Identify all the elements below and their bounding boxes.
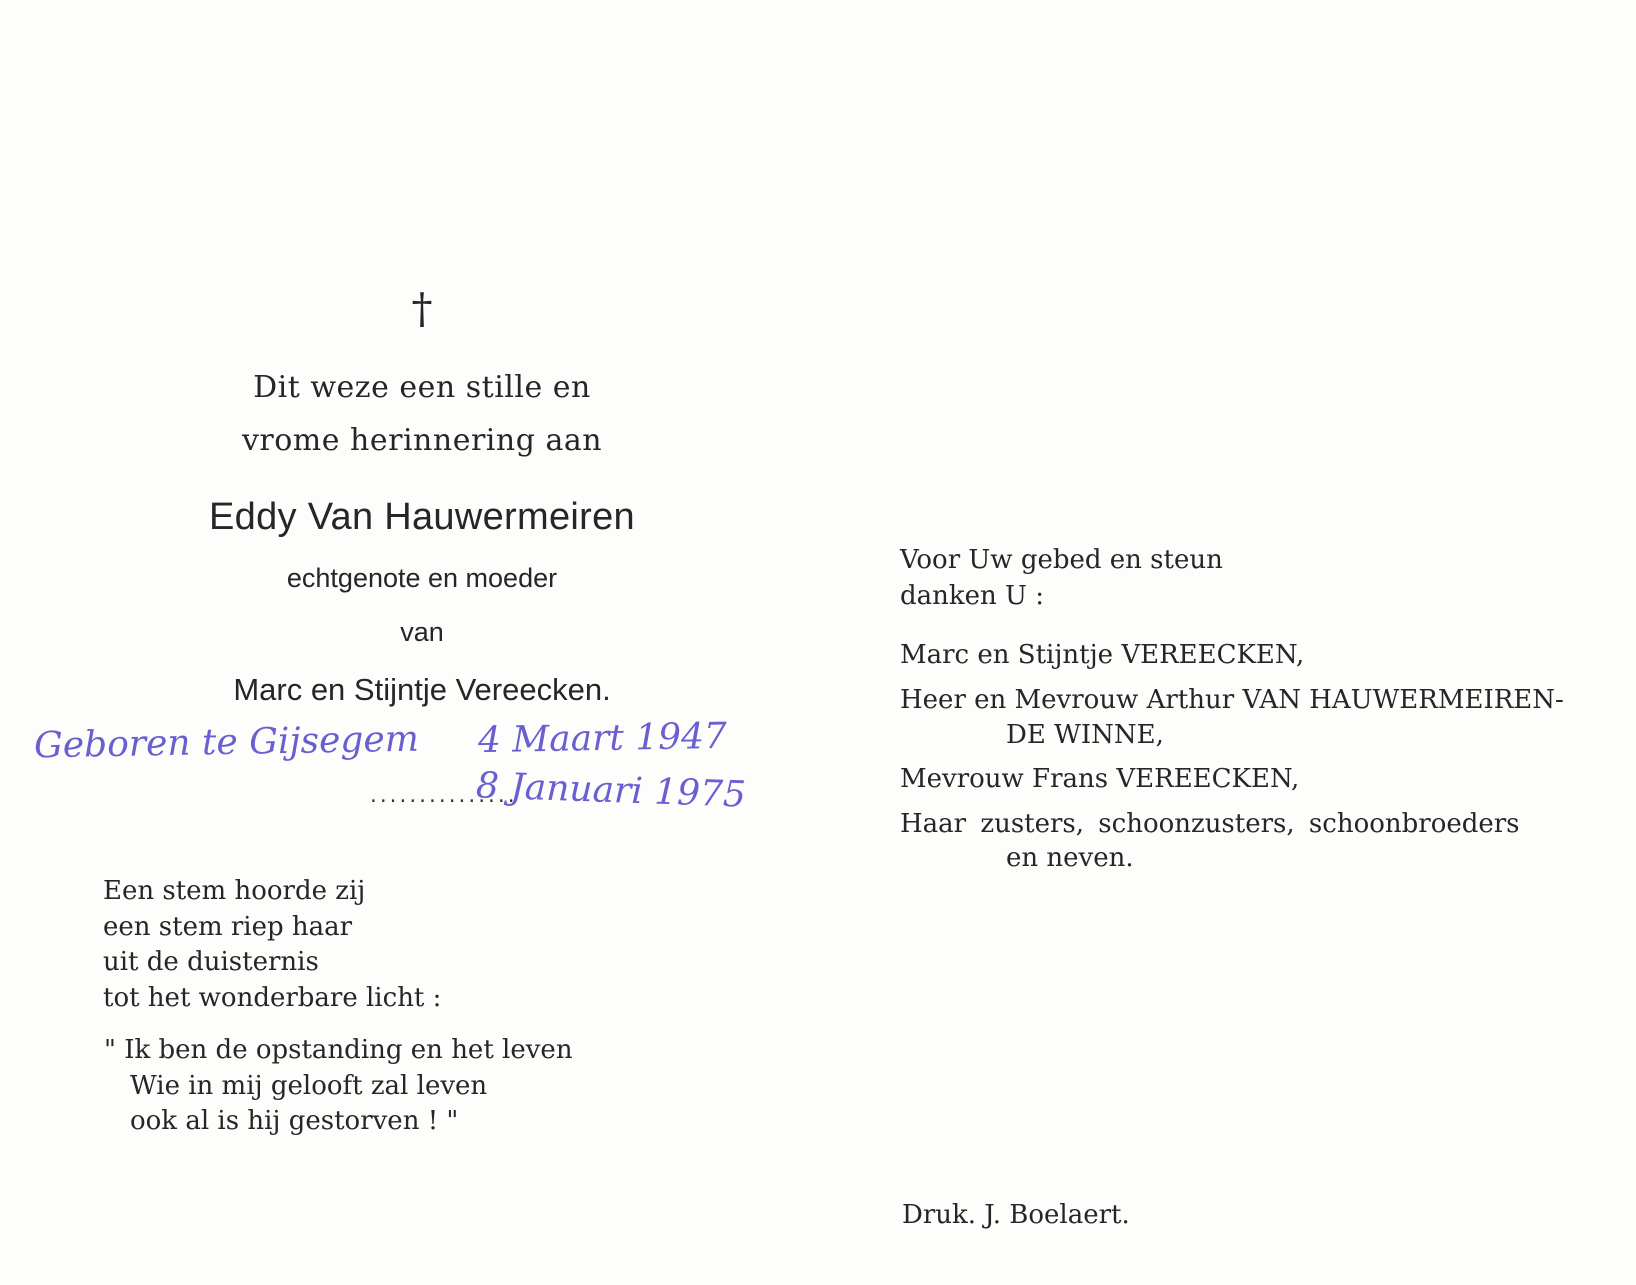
handwritten-died-date: 8 Januari 1975 — [475, 765, 747, 816]
quote-line: " Ik ben de opstanding en het leven — [104, 1035, 573, 1065]
thanks-intro — [900, 543, 1223, 614]
poem-line: een stem riep haar — [103, 911, 353, 942]
family-entry: Heer en Mevrouw Arthur VAN HAUWERMEIREN- — [900, 685, 1564, 715]
poem-line: Een stem hoorde zij — [103, 876, 366, 906]
family-entry: Haar zusters, schoonzusters, schoonbroeders — [900, 809, 1520, 839]
quote-block — [104, 1033, 573, 1140]
family-entry: Mevrouw Frans VEREECKEN, — [900, 764, 1300, 794]
thanks-line: Voor Uw gebed en steun — [900, 545, 1223, 575]
handwritten-born-date: 4 Maart 1947 — [477, 715, 728, 762]
relation-text: echtgenote en moeder — [286, 563, 558, 593]
cross-icon: † — [411, 284, 433, 333]
poem-block — [103, 874, 441, 1016]
children-names: Marc en Stijntje Vereecken. — [233, 672, 611, 707]
family-entry-continued: DE WINNE, — [1006, 720, 1164, 750]
family-entry-continued: en neven. — [1006, 843, 1134, 873]
intro-line-1: Dit weze een stille en — [253, 370, 591, 405]
deceased-name: Eddy Van Hauwermeiren — [209, 496, 635, 538]
family-entry: Marc en Stijntje VEREECKEN, — [900, 640, 1305, 670]
printer-credit: Druk. J. Boelaert. — [902, 1200, 1130, 1230]
handwritten-born-label: Geboren te Gijsegem — [33, 718, 420, 767]
dotted-line: ............... — [368, 786, 516, 807]
thanks-line: danken U : — [900, 580, 1044, 611]
of-text: van — [400, 617, 444, 647]
intro-line-2: vrome herinnering aan — [241, 423, 603, 458]
poem-line: tot het wonderbare licht : — [103, 982, 442, 1013]
quote-line: Wie in mij gelooft zal leven — [130, 1070, 488, 1101]
quote-line: ook al is hij gestorven ! " — [130, 1106, 459, 1136]
poem-line: uit de duisternis — [103, 947, 319, 977]
